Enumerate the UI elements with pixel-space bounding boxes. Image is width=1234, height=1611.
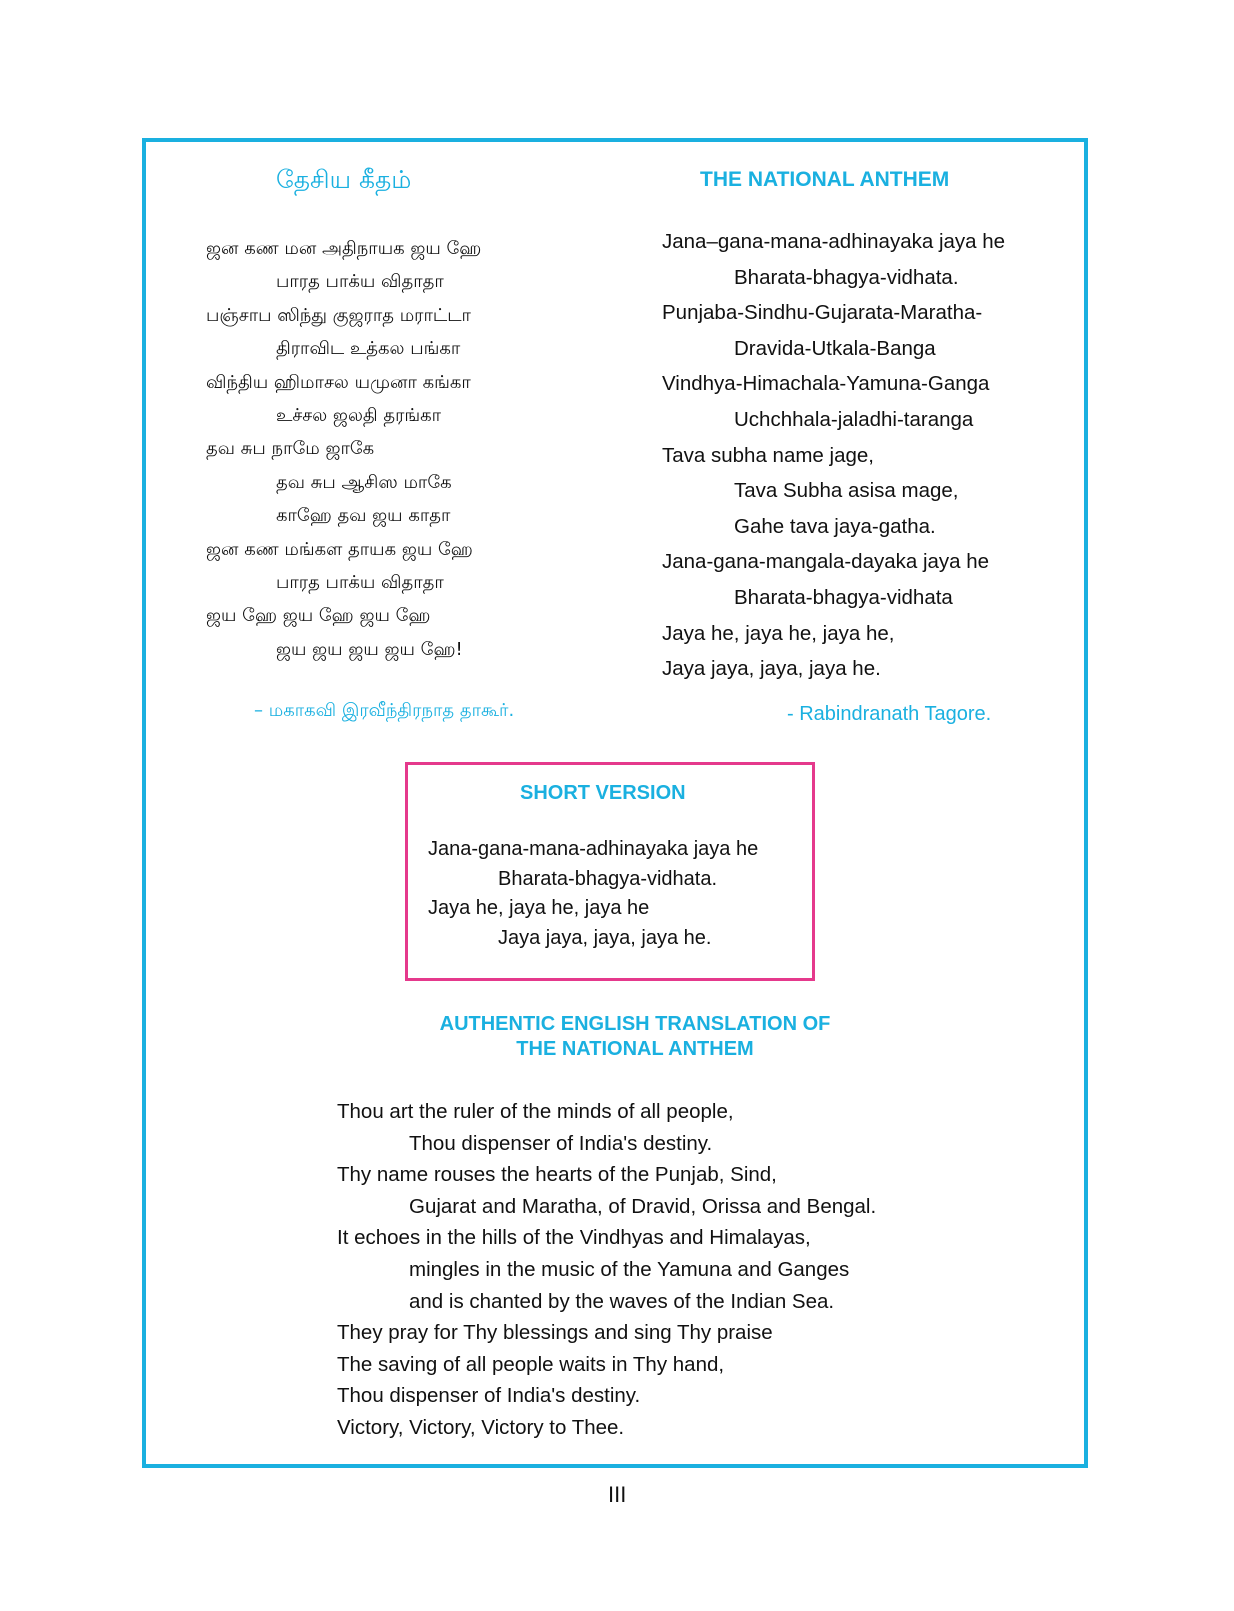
lyric-line: ஜன கண மன அதிநாயக ஜய ஹே xyxy=(206,238,482,259)
translation-text xyxy=(337,1096,876,1444)
page-number: III xyxy=(608,1482,627,1507)
lyric-line: Jaya he, jaya he, jaya he, xyxy=(662,621,895,645)
lyric-line: Bharata-bhagya-vidhata. xyxy=(734,265,959,289)
lyric-line: Bharata-bhagya-vidhata. xyxy=(498,867,718,890)
lyric-line: ஜய ஹே ஜய ஹே ஜய ஹே xyxy=(206,605,431,627)
english-author-credit: - Rabindranath Tagore. xyxy=(787,703,992,725)
translation-title xyxy=(360,1012,910,1062)
lyric-line: Vindhya-Himachala-Yamuna-Ganga xyxy=(662,372,990,396)
tamil-anthem-lyrics xyxy=(206,232,481,666)
lyric-line: Thy name rouses the hearts of the Punjab, Sind, xyxy=(337,1163,777,1187)
translation-title-line-1: AUTHENTIC ENGLISH TRANSLATION OF xyxy=(439,1013,831,1035)
english-anthem-title: THE NATIONAL ANTHEM xyxy=(700,168,950,191)
lyric-line: Tava Subha asisa mage, xyxy=(734,479,959,503)
lyric-line: and is chanted by the waves of the Indian Sea. xyxy=(409,1289,835,1313)
lyric-line: It echoes in the hills of the Vindhyas and Himalayas, xyxy=(337,1226,811,1250)
lyric-line: பஞ்சாப ஸிந்து குஜராத மராட்டா xyxy=(206,304,471,326)
tamil-author-credit: – மகாகவி இரவீந்திரநாத தாகூர். xyxy=(254,700,515,721)
lyric-line: Uchchhala-jaladhi-taranga xyxy=(734,407,974,431)
lyric-line: Jana–gana-mana-adhinayaka jaya he xyxy=(662,230,1006,253)
lyric-line: Thou dispenser of India's destiny. xyxy=(409,1131,713,1155)
lyric-line: Thou dispenser of India's destiny. xyxy=(337,1384,641,1408)
translation-title-line-2: THE NATIONAL ANTHEM xyxy=(516,1038,754,1060)
lyric-line: They pray for Thy blessings and sing Thy praise xyxy=(337,1321,773,1345)
lyric-line: பாரத பாக்ய விதாதா xyxy=(276,271,444,293)
lyric-line: Gujarat and Maratha, of Dravid, Orissa and Bengal. xyxy=(409,1194,877,1218)
lyric-line: Gahe tava jaya-gatha. xyxy=(734,514,936,538)
lyric-line: விந்திய ஹிமாசல யமுனா கங்கா xyxy=(206,371,471,393)
lyric-line: பாரத பாக்ய விதாதா xyxy=(276,571,444,593)
lyric-line: Tava subha name jage, xyxy=(662,443,874,467)
lyric-line: ஜய ஜய ஜய ஜய ஹே! xyxy=(276,638,463,660)
tamil-anthem-title: தேசிய கீதம் xyxy=(276,165,412,194)
lyric-line: mingles in the music of the Yamuna and Ganges xyxy=(409,1257,850,1281)
lyric-line: ஜன கண மங்கள தாயக ஜய ஹே xyxy=(206,538,473,560)
lyric-line: Thou art the ruler of the minds of all people, xyxy=(337,1100,734,1123)
lyric-line: தவ சுப ஆசிஸ மாகே xyxy=(276,471,452,493)
lyric-line: Jana-gana-mangala-dayaka jaya he xyxy=(662,550,990,574)
lyric-line: Jaya he, jaya he, jaya he xyxy=(428,897,650,919)
lyric-line: தவ சுப நாமே ஜாகே xyxy=(206,438,375,460)
lyric-line: Jaya jaya, jaya, jaya he. xyxy=(498,926,712,949)
lyric-line: The saving of all people waits in Thy hand, xyxy=(337,1352,725,1376)
lyric-line: காஹே தவ ஜய காதா xyxy=(276,505,451,527)
lyric-line: Bharata-bhagya-vidhata xyxy=(734,585,953,609)
lyric-line: திராவிட உத்கல பங்கா xyxy=(276,338,461,360)
english-anthem-lyrics xyxy=(662,224,1005,687)
lyric-line: Victory, Victory, Victory to Thee. xyxy=(337,1415,625,1439)
lyric-line: உச்சல ஜலதி தரங்கா xyxy=(276,404,442,426)
lyric-line: Dravida-Utkala-Banga xyxy=(734,336,936,360)
lyric-line: Jaya jaya, jaya, jaya he. xyxy=(662,657,881,681)
short-version-lyrics xyxy=(428,835,758,953)
lyric-line: Punjaba-Sindhu-Gujarata-Maratha- xyxy=(662,301,983,325)
lyric-line: Jana-gana-mana-adhinayaka jaya he xyxy=(428,838,759,860)
short-version-title: SHORT VERSION xyxy=(520,782,686,804)
